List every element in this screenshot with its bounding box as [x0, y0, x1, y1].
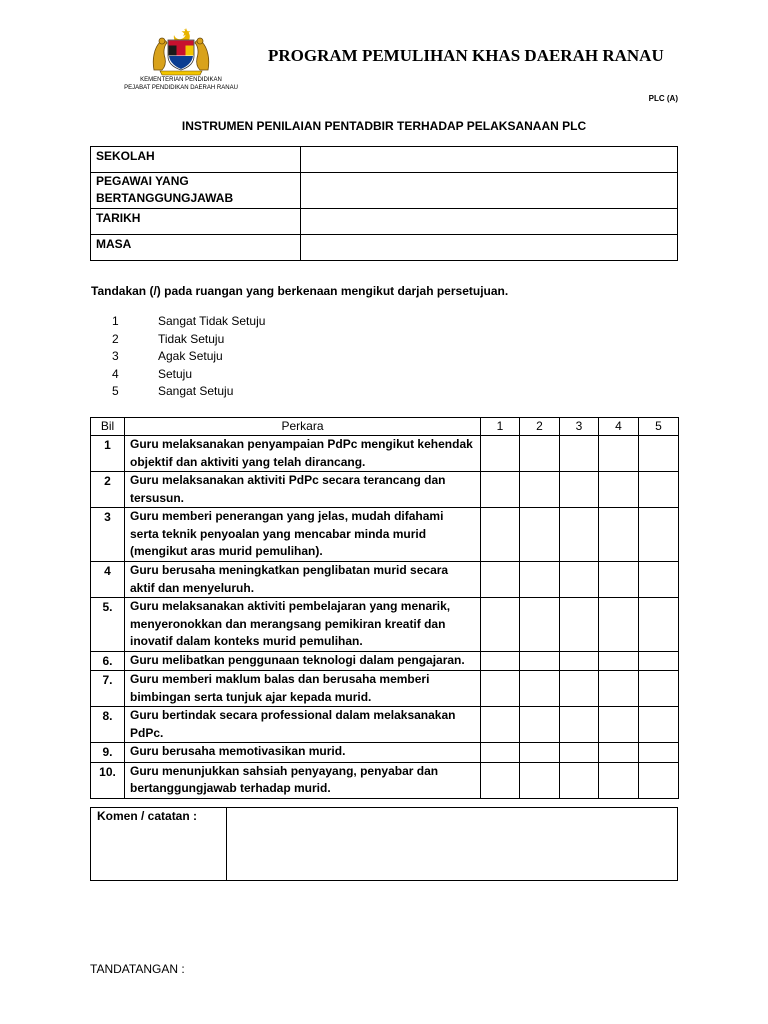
table-row — [91, 598, 679, 652]
rating-cell-1[interactable] — [481, 743, 520, 763]
form-code: PLC (A) — [648, 94, 678, 103]
header-scale-2: 2 — [520, 418, 560, 436]
scale-number: 5 — [112, 384, 119, 399]
scale-label: Agak Setuju — [158, 349, 223, 364]
scale-number: 2 — [112, 331, 119, 346]
rating-cell-1[interactable] — [481, 651, 520, 671]
program-title: PROGRAM PEMULIHAN KHAS DAERAH RANAU — [268, 46, 664, 65]
rating-cell-5[interactable] — [639, 671, 679, 707]
rating-cell-5[interactable] — [639, 508, 679, 562]
info-value-sekolah[interactable] — [301, 147, 678, 173]
comments-table — [90, 807, 678, 881]
scale-item — [112, 348, 265, 366]
row-bil: 10. — [91, 762, 125, 798]
header-scale-3: 3 — [560, 418, 599, 436]
rating-cell-3[interactable] — [560, 436, 599, 472]
scale-number: 3 — [112, 349, 119, 364]
ministry-line-2: PEJABAT PENDIDIKAN DAERAH RANAU — [124, 85, 238, 91]
rating-cell-5[interactable] — [639, 472, 679, 508]
rating-cell-5[interactable] — [639, 436, 679, 472]
scale-number: 4 — [112, 366, 119, 381]
scale-label: Setuju — [158, 366, 193, 381]
comments-field[interactable] — [227, 808, 678, 881]
row-bil: 4 — [91, 562, 125, 598]
row-perkara: Guru memberi penerangan yang jelas, mudah difahami serta teknik penyoalan yang mencabar minda murid (mengikut aras murid pemulihan). — [125, 508, 481, 562]
rating-cell-2[interactable] — [520, 743, 560, 763]
row-bil: 5. — [91, 598, 125, 652]
rating-cell-3[interactable] — [560, 707, 599, 743]
signature-label: TANDATANGAN : — [90, 962, 185, 976]
comments-label: Komen / catatan : — [91, 808, 227, 881]
rating-cell-4[interactable] — [599, 436, 639, 472]
scale-item — [112, 366, 265, 384]
header-scale-4: 4 — [599, 418, 639, 436]
rating-cell-2[interactable] — [520, 651, 560, 671]
rating-cell-3[interactable] — [560, 651, 599, 671]
header-bil: Bil — [91, 418, 125, 436]
rating-cell-4[interactable] — [599, 707, 639, 743]
row-bil: 2 — [91, 472, 125, 508]
table-row — [91, 671, 679, 707]
scale-item — [112, 383, 265, 401]
rating-cell-4[interactable] — [599, 671, 639, 707]
instruction-text: Tandakan (/) pada ruangan yang berkenaan mengikut darjah persetujuan. — [91, 284, 509, 298]
instrument-title: INSTRUMEN PENILAIAN PENTADBIR TERHADAP PELAKSANAAN PLC — [181, 119, 587, 133]
info-label: MASA — [91, 235, 301, 261]
rating-cell-5[interactable] — [639, 707, 679, 743]
table-row — [91, 762, 679, 798]
criteria-table — [90, 417, 679, 799]
rating-cell-2[interactable] — [520, 508, 560, 562]
rating-cell-2[interactable] — [520, 707, 560, 743]
info-value-pegawai[interactable] — [301, 173, 678, 209]
rating-cell-1[interactable] — [481, 436, 520, 472]
row-perkara: Guru berusaha memotivasikan murid. — [125, 743, 481, 763]
info-row-tarikh — [91, 209, 678, 235]
comments-row — [91, 808, 678, 881]
info-row-sekolah — [91, 147, 678, 173]
rating-cell-4[interactable] — [599, 508, 639, 562]
rating-cell-1[interactable] — [481, 762, 520, 798]
scale-label: Sangat Tidak Setuju — [158, 314, 266, 328]
rating-cell-4[interactable] — [599, 562, 639, 598]
rating-cell-3[interactable] — [560, 743, 599, 763]
rating-cell-3[interactable] — [560, 762, 599, 798]
info-label: TARIKH — [91, 209, 301, 235]
scale-number: 1 — [112, 314, 119, 328]
rating-cell-1[interactable] — [481, 508, 520, 562]
info-value-masa[interactable] — [301, 235, 678, 261]
rating-cell-3[interactable] — [560, 508, 599, 562]
rating-cell-3[interactable] — [560, 562, 599, 598]
table-row — [91, 651, 679, 671]
row-perkara: Guru menunjukkan sahsiah penyayang, penyabar dan bertanggungjawab terhadap murid. — [125, 762, 481, 798]
row-perkara: Guru melibatkan penggunaan teknologi dalam pengajaran. — [125, 651, 481, 671]
ministry-caption — [118, 76, 244, 92]
row-perkara: Guru melaksanakan aktiviti PdPc secara terancang dan tersusun. — [125, 472, 481, 508]
row-perkara: Guru melaksanakan penyampaian PdPc mengikut kehendak objektif dan aktiviti yang telah dirancang. — [125, 436, 481, 472]
scale-item — [112, 331, 265, 349]
rating-cell-1[interactable] — [481, 472, 520, 508]
table-row — [91, 743, 679, 763]
info-label: SEKOLAH — [91, 147, 301, 173]
rating-cell-2[interactable] — [520, 762, 560, 798]
table-row — [91, 562, 679, 598]
rating-cell-5[interactable] — [639, 762, 679, 798]
rating-scale-legend — [112, 313, 265, 401]
rating-cell-1[interactable] — [481, 671, 520, 707]
rating-cell-4[interactable] — [599, 762, 639, 798]
header-perkara: Perkara — [125, 418, 481, 436]
rating-cell-2[interactable] — [520, 472, 560, 508]
rating-cell-2[interactable] — [520, 598, 560, 652]
scale-label: Tidak Setuju — [158, 331, 225, 346]
rating-cell-4[interactable] — [599, 651, 639, 671]
row-bil: 8. — [91, 707, 125, 743]
rating-cell-2[interactable] — [520, 562, 560, 598]
rating-cell-1[interactable] — [481, 562, 520, 598]
rating-cell-5[interactable] — [639, 651, 679, 671]
info-label: PEGAWAI YANG BERTANGGUNGJAWAB — [91, 173, 301, 209]
rating-cell-3[interactable] — [560, 671, 599, 707]
rating-cell-5[interactable] — [639, 598, 679, 652]
rating-cell-5[interactable] — [639, 743, 679, 763]
row-bil: 3 — [91, 508, 125, 562]
table-row — [91, 436, 679, 472]
info-table — [90, 146, 678, 261]
row-perkara: Guru melaksanakan aktiviti pembelajaran yang menarik, menyeronokkan dan merangsang pemikiran kreatif dan inovatif dalam konteks murid pemulihan. — [125, 598, 481, 652]
row-perkara: Guru bertindak secara professional dalam melaksanakan PdPc. — [125, 707, 481, 743]
rating-cell-5[interactable] — [639, 562, 679, 598]
info-row-pegawai — [91, 173, 678, 209]
row-bil: 1 — [91, 436, 125, 472]
header-scale-5: 5 — [639, 418, 679, 436]
rating-cell-4[interactable] — [599, 743, 639, 763]
info-value-tarikh[interactable] — [301, 209, 678, 235]
rating-cell-2[interactable] — [520, 436, 560, 472]
rating-cell-3[interactable] — [560, 598, 599, 652]
rating-cell-4[interactable] — [599, 472, 639, 508]
row-bil: 6. — [91, 651, 125, 671]
rating-cell-1[interactable] — [481, 707, 520, 743]
row-perkara: Guru memberi maklum balas dan berusaha memberi bimbingan serta tunjuk ajar kepada murid. — [125, 671, 481, 707]
criteria-header-row — [91, 418, 679, 436]
header-scale-1: 1 — [481, 418, 520, 436]
rating-cell-3[interactable] — [560, 472, 599, 508]
scale-item — [112, 313, 265, 331]
table-row — [91, 707, 679, 743]
ministry-line-1: KEMENTERIAN PENDIDIKAN — [140, 77, 222, 83]
info-row-masa — [91, 235, 678, 261]
row-perkara: Guru berusaha meningkatkan penglibatan murid secara aktif dan menyeluruh. — [125, 562, 481, 598]
table-row — [91, 508, 679, 562]
row-bil: 7. — [91, 671, 125, 707]
crest-logo — [150, 26, 212, 76]
rating-cell-4[interactable] — [599, 598, 639, 652]
table-row — [91, 472, 679, 508]
rating-cell-1[interactable] — [481, 598, 520, 652]
row-bil: 9. — [91, 743, 125, 763]
rating-cell-2[interactable] — [520, 671, 560, 707]
scale-label: Sangat Setuju — [158, 384, 234, 399]
